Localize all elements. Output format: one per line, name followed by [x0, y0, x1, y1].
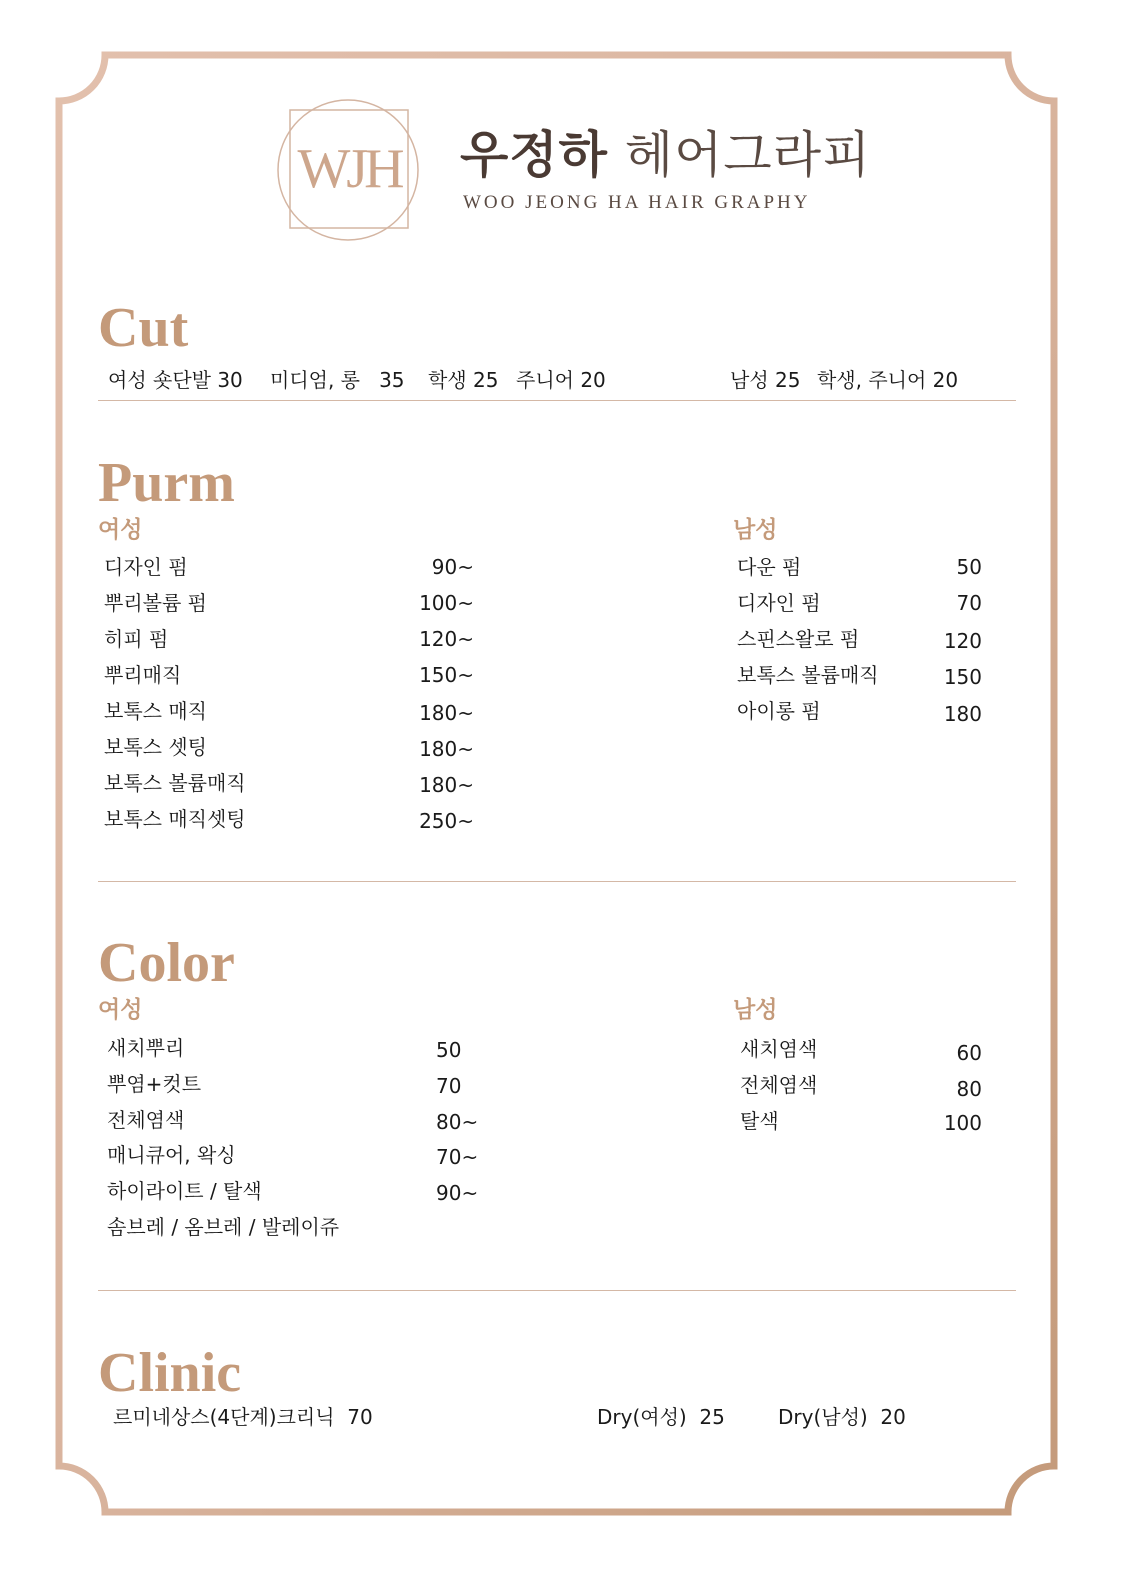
color-male-heading: 남성	[733, 997, 778, 1023]
color-female-item-name: 전체염색	[107, 1108, 185, 1132]
perm-female-heading: 여성	[98, 517, 143, 543]
color-female-item-name: 매니큐어, 왁싱	[107, 1143, 236, 1167]
clinic-item: Dry(여성) 25	[597, 1405, 725, 1429]
perm-male-item-name: 스핀스왈로 펌	[737, 627, 860, 651]
color-female-item-price: 70	[436, 1074, 462, 1098]
color-female-item-name: 솜브레 / 옴브레 / 발레이쥬	[107, 1215, 340, 1239]
color-female-item-name: 뿌염+컷트	[107, 1072, 202, 1096]
color-male-item-price: 60	[956, 1041, 982, 1065]
cut-item: 학생, 주니어 20	[817, 368, 959, 392]
cut-item: 여성 숏단발 30	[108, 368, 243, 392]
color-male-item-name: 전체염색	[740, 1073, 818, 1097]
perm-female-item-name: 뿌리매직	[104, 663, 182, 687]
divider	[98, 1290, 1016, 1291]
clinic-item: 르미네상스(4단계)크리닉 70	[113, 1405, 373, 1429]
color-female-item-price: 90~	[436, 1181, 479, 1205]
perm-female-item-price: 180~	[419, 737, 474, 761]
color-title: Color	[98, 932, 235, 994]
perm-female-item-name: 뿌리볼륨 펌	[104, 591, 207, 615]
clinic-title: Clinic	[98, 1342, 242, 1404]
brand-korean-name	[460, 126, 872, 184]
cut-item: 미디엄, 롱 35	[270, 368, 405, 392]
perm-male-item-price: 180	[943, 702, 982, 726]
color-female-item-name: 새치뿌리	[107, 1036, 185, 1060]
color-female-item-price: 80~	[436, 1110, 479, 1134]
perm-female-item-name: 보톡스 볼륨매직	[104, 771, 246, 795]
perm-male-item-name: 아이롱 펌	[737, 699, 821, 723]
perm-female-item-price: 120~	[419, 627, 474, 651]
clinic-item: Dry(남성) 20	[778, 1405, 906, 1429]
divider	[98, 400, 1016, 401]
perm-female-item-name: 보톡스 매직셋팅	[104, 807, 246, 831]
brand-english-name: WOO JEONG HA HAIR GRAPHY	[463, 192, 811, 213]
perm-male-item-price: 50	[956, 555, 982, 579]
perm-male-item-name: 보톡스 볼륨매직	[737, 663, 879, 687]
cut-item: 남성 25	[730, 368, 801, 392]
cut-item: 주니어 20	[516, 368, 606, 392]
perm-female-item-price: 90~	[431, 555, 474, 579]
perm-female-item-price: 100~	[419, 591, 474, 615]
color-female-item-price: 50	[436, 1038, 462, 1062]
perm-female-item-name: 보톡스 매직	[104, 699, 207, 723]
perm-male-item-name: 디자인 펌	[737, 591, 821, 615]
perm-female-item-price: 180~	[419, 701, 474, 725]
perm-male-heading: 남성	[733, 517, 778, 543]
perm-female-item-price: 180~	[419, 773, 474, 797]
perm-male-item-price: 120	[943, 629, 982, 653]
brand-korean-primary: 우정하	[460, 126, 608, 184]
perm-male-item-price: 70	[956, 591, 982, 615]
color-male-item-price: 100	[943, 1111, 982, 1135]
color-female-heading: 여성	[98, 997, 143, 1023]
logo-letters: WJH	[297, 138, 401, 200]
color-female-item-name: 하이라이트 / 탈색	[107, 1179, 262, 1203]
perm-title: Purm	[98, 452, 235, 514]
color-male-item-name: 탈색	[740, 1109, 779, 1133]
perm-male-item-price: 150	[943, 665, 982, 689]
perm-female-item-name: 보톡스 셋팅	[104, 735, 207, 759]
perm-female-item-name: 히피 펌	[104, 627, 169, 651]
cut-title: Cut	[98, 297, 189, 359]
brand-korean-secondary: 헤어그라피	[607, 126, 872, 184]
perm-female-item-name: 디자인 펌	[104, 555, 188, 579]
perm-female-item-price: 250~	[419, 809, 474, 833]
color-male-item-name: 새치염색	[740, 1037, 818, 1061]
color-female-item-price: 70~	[436, 1145, 479, 1169]
perm-female-item-price: 150~	[419, 663, 474, 687]
perm-male-item-name: 다운 펌	[737, 555, 802, 579]
cut-item: 학생 25	[428, 368, 499, 392]
color-male-item-price: 80	[956, 1077, 982, 1101]
divider	[98, 881, 1016, 882]
logo-mark	[270, 95, 430, 245]
